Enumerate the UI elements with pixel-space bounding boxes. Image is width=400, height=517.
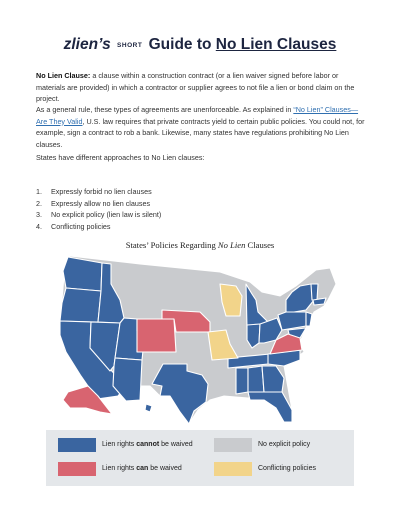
approaches-intro: States have different approaches to No Lien clauses: — [36, 153, 205, 162]
state-new-jersey — [306, 312, 312, 326]
legend-swatch-cannot — [58, 438, 96, 452]
general-rule-before: As a general rule, these types of agreements are unenforceable. As explained in — [36, 105, 294, 114]
list-item: 3. No explicit policy (lien law is silent) — [36, 210, 162, 220]
state-washington — [63, 257, 102, 291]
short-label: SHORT — [117, 42, 143, 49]
legend-label-cannot: Lien rights cannot be waived — [102, 441, 193, 448]
title-middle: Guide to — [148, 36, 212, 53]
legend-swatch-none — [214, 438, 252, 452]
list-item: 1. Expressly forbid no lien clauses — [36, 187, 152, 196]
general-rule-after: , U.S. law requires that private contracts yield to certain public policies. You could not, for example, sign a contract to rob a bank. Likewise, many states have regulations prohibiting No Lien clauses. — [36, 116, 365, 149]
state-colorado — [137, 319, 176, 352]
brand-name: zlien’s — [63, 36, 111, 53]
state-mississippi — [236, 368, 248, 394]
state-hawaii — [145, 404, 152, 412]
definition-term: No Lien Clause: — [36, 71, 91, 80]
state-alabama — [248, 366, 264, 392]
legend-swatch-conflict — [214, 462, 252, 476]
map-legend — [46, 430, 354, 486]
map-title: States’ Policies Regarding No Lien Clauses — [125, 240, 275, 250]
article-link[interactable]: “No Lien” Clauses—Are They Valid — [36, 105, 359, 126]
legend-swatch-can — [58, 462, 96, 476]
legend-label-conflict: Conflicting policies — [258, 465, 316, 472]
list-item: 4. Conflicting policies — [36, 221, 111, 231]
definition-text: a clause within a construction contract (or a lien waiver signed before labor or materials are provided) in which a contractor or supplier agrees to not file a lien or bond claim on the project. — [36, 71, 355, 104]
state-vermont — [311, 284, 318, 300]
state-oregon — [60, 288, 101, 322]
title-link[interactable]: No Lien Clauses — [215, 36, 337, 53]
list-item: 2. Expressly allow no lien clauses — [36, 198, 151, 208]
legend-label-can: Lien rights can be waived — [102, 465, 182, 472]
legend-label-none: No explicit policy — [258, 441, 311, 448]
